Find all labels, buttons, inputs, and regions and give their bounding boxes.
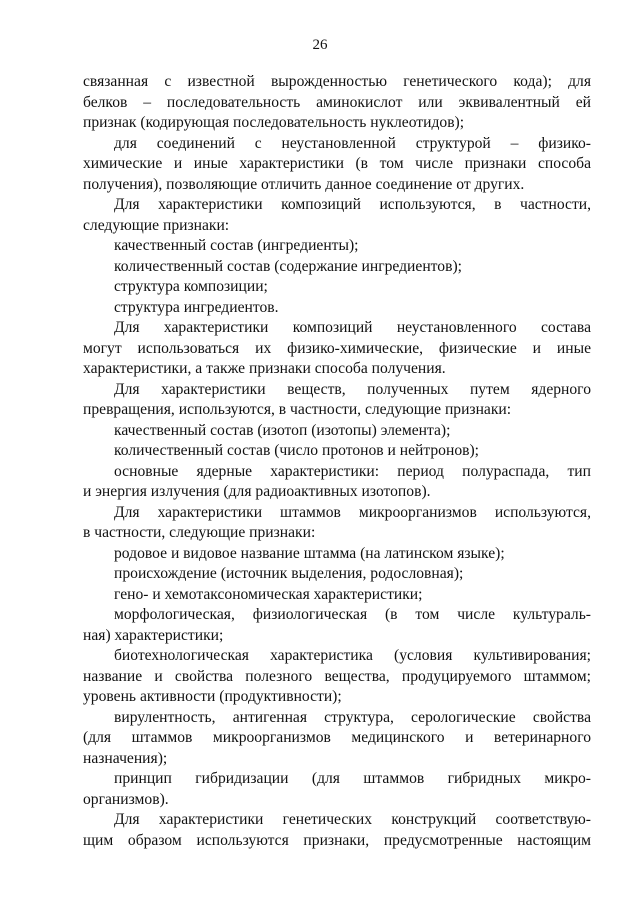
text-line: для соединений с неустановленной структурой – физико- <box>114 134 591 152</box>
paragraph-proteins <box>83 72 591 134</box>
paragraph-genetic-constructs <box>83 810 591 851</box>
text-line: морфологическая, физиологическая (в том числе культураль- <box>114 606 591 623</box>
list-strains <box>83 544 591 606</box>
text-line: щим образом используются признаки, предусмотренные настоящим <box>83 831 591 849</box>
document-body <box>83 72 591 851</box>
list-item: происхождение (источник выделения, родословная); <box>114 565 464 582</box>
text-line: назначения); <box>83 749 168 767</box>
text-line: в частности, следующие признаки: <box>83 524 316 541</box>
text-line: принцип гибридизации (для штаммов гибридных микро- <box>114 770 591 787</box>
list-item: качественный состав (ингредиенты); <box>114 237 359 254</box>
list-nuclear <box>83 421 591 462</box>
text-line: ная) характеристики; <box>83 626 224 644</box>
paragraph-nuclear-characteristics <box>83 462 591 503</box>
text-line: Для характеристики веществ, полученных путем ядерного <box>114 380 591 398</box>
text-line: получения), позволяющие отличить данное соединение от других. <box>83 175 525 193</box>
text-line: могут использоваться их физико-химические, физические и иные <box>83 339 591 357</box>
list-compositions <box>83 236 591 318</box>
list-item: родовое и видовое название штамма (на латинском языке); <box>114 544 505 562</box>
text-line: (для штаммов микроорганизмов медицинского и ветеринарного <box>83 729 591 746</box>
list-item: гено- и хемотаксономическая характеристики; <box>114 585 423 603</box>
paragraph-biotech <box>83 646 591 708</box>
text-line: признак (кодирующая последовательность нуклеотидов); <box>83 114 465 131</box>
text-line: превращения, используются, в частности, следующие признаки: <box>83 401 512 418</box>
text-line: организмов). <box>83 790 169 808</box>
paragraph-unknown-composition <box>83 318 591 380</box>
text-line: Для характеристики композиций неустановленного состава <box>114 319 591 336</box>
paragraph-strains <box>83 503 591 544</box>
text-line: биотехнологическая характеристика (условия культивирования; <box>114 647 591 664</box>
text-line: основные ядерные характеристики: период полураспада, тип <box>114 462 591 480</box>
text-line: вирулентность, антигенная структура, серологические свойства <box>114 708 591 726</box>
text-line: Для характеристики штаммов микроорганизмов используются, <box>114 503 591 521</box>
text-line: Для характеристики генетических конструкций соответствую- <box>114 811 591 828</box>
paragraph-virulence <box>83 708 591 770</box>
text-line: Для характеристики композиций используются, в частности, <box>114 196 591 213</box>
text-line: следующие признаки: <box>83 216 230 234</box>
paragraph-nuclear-substances <box>83 380 591 421</box>
list-item: структура ингредиентов. <box>114 298 279 316</box>
text-line: белков – последовательность аминокислот или эквивалентный ей <box>83 93 591 111</box>
text-line: название и свойства полезного вещества, продуцируемого штаммом; <box>83 667 591 685</box>
list-item: количественный состав (число протонов и нейтронов); <box>114 442 480 459</box>
text-line: уровень активности (продуктивности); <box>83 688 342 705</box>
paragraph-compositions <box>83 195 591 236</box>
paragraph-unknown-structure <box>83 134 591 196</box>
text-line: химические и иные характеристики (в том числе признаки способа <box>83 155 591 172</box>
list-item: количественный состав (содержание ингредиентов); <box>114 257 462 275</box>
list-item: качественный состав (изотоп (изотопы) элемента); <box>114 421 451 439</box>
list-item: структура композиции; <box>114 278 268 295</box>
paragraph-morphology <box>83 605 591 646</box>
page-number: 26 <box>312 37 328 53</box>
paragraph-hybridization <box>83 769 591 810</box>
text-line: характеристики, а также признаки способа получения. <box>83 360 446 377</box>
text-line: и энергия излучения (для радиоактивных изотопов). <box>83 483 431 500</box>
text-line: связанная с известной вырожденностью генетического кода); для <box>83 73 591 90</box>
